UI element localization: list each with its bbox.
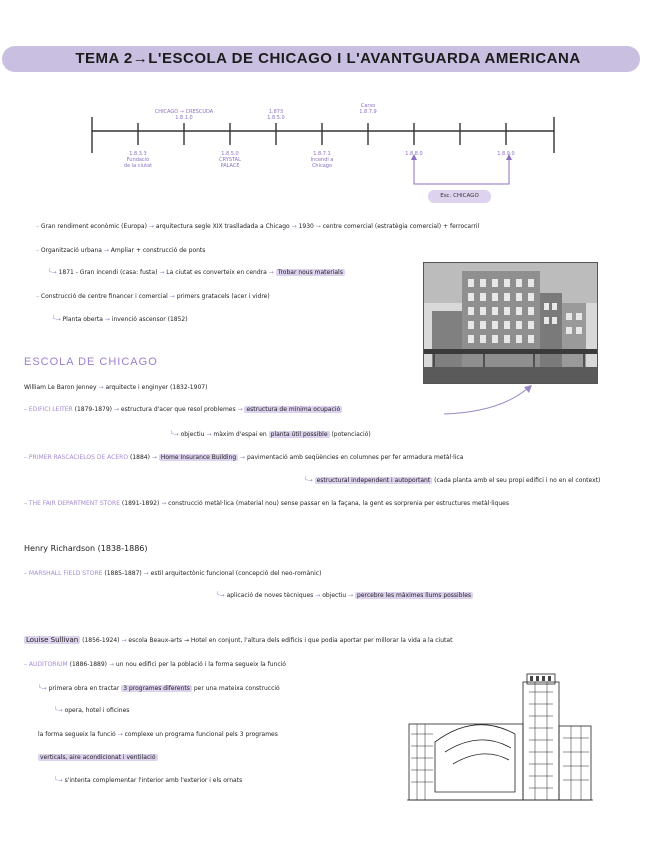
sullivan-auditorium-sub: └→ primera obra en tractar 3 programes diferents per una mateixa construcció [38,685,280,692]
auditorium-section-drawing [405,672,595,804]
page-title: TEMA 2→L'ESCOLA DE CHICAGO I L'AVANTGUARDA AMERICANA [75,50,581,67]
richardson-heading: Henry Richardson (1838-1886) [24,544,148,553]
jenney-home-insurance-sub: └→ estructural independent i autoportant (cada planta amb el seu propi edifici i no en el context) [304,477,601,484]
sullivan-auditorium: – AUDITORIUM (1886-1889) → un nou edifici per la població i la forma segueix la funció [24,661,286,668]
richardson-marshall: – MARSHALL FIELD STORE (1885-1887) → estil arquitectònic funcional (concepció del neo-romànic) [24,570,322,577]
timeline-label-above-1: CHICAGO → CRESCUDA 1.8.1.0 [154,109,214,121]
jenney-home-insurance: – PRIMER RASCACIELOS DE ACERO (1884) → Home Insurance Building → pavimentació amb seqüències en columnes per fer armadura metàl·lica [24,454,464,461]
intro-line-4: – Construcció de centre financer i comercial → primers gratacels (acer i vidre) [36,293,270,300]
timeline-label-below-2: 1.8.5.0 CRYSTAL PALACE [219,151,241,169]
building-photo [423,262,598,384]
curved-arrow-icon [440,384,540,420]
section-title-escola: ESCOLA DE CHICAGO [24,356,158,368]
intro-line-1: – Gran rendiment econòmic (Europa) → arquitectura segle XIX traslladada a Chicago → 1930 → centre comercial (estratègia comercial) + ferrocarril [36,223,480,230]
timeline [0,95,656,205]
jenney-leiter-sub: └→ objectiu → màxim d'espai en planta útil possible (potenciació) [170,431,371,438]
timeline-label-above-2: 1.873 1.8.5.0 [267,109,285,121]
chicago-period-label: Esc. CHICAGO [428,190,491,203]
timeline-label-below-1: 1.8.3.3 Fundació de la ciutat [123,151,153,169]
jenney-heading: William Le Baron Jenney → arquitecte i enginyer (1832-1907) [24,384,208,391]
sullivan-auditorium-uses: └→ opera, hotel i oficines [54,707,130,714]
jenney-leiter: – EDIFICI LEITER (1879-1879) → estructura d'acer que resol problemes → estructura de mínima ocupació [24,406,341,413]
sullivan-interior-exterior: └→ s'intenta complementar l'interior amb l'exterior i els ornats [54,777,243,784]
sullivan-form-function: la forma segueix la funció → complexe un programa funcional pels 3 programes [38,731,278,738]
timeline-label-below-4: 1.8.8.0 [405,151,423,157]
intro-line-2: – Organització urbana → Ampliar + construcció de ponts [36,247,206,254]
intro-line-3: └→ 1871 - Gran incendi (casa: fusta) → La ciutat es converteix en cendra → Trobar nous materials [48,269,343,276]
sullivan-heading: Louise Sullivan (1856-1924) → escola Beaux-arts → Hotel en conjunt, l'altura dels edificis i que podia aportar per millorar la vida a la ciutat [26,636,453,644]
timeline-label-below-3: 1.8.7.1 Incendi a Chicago [310,151,334,169]
timeline-label-below-5: 1.8.9.0 [497,151,515,157]
intro-line-5: └→ Planta oberta → invenció ascensor (1852) [52,316,188,323]
timeline-label-above-3: Carso 1.8.7.9 [359,103,377,115]
sullivan-services: verticals, aire acondicionat i ventilació [40,754,156,761]
richardson-marshall-sub: └→ aplicació de noves tècniques → objectiu → percebre les màximes llums possibles [216,592,472,599]
jenney-fair-store: – THE FAIR DEPARTMENT STORE (1891-1892) → construcció metàl·lica (material nou) sense passar en la façana, la gent es sorprenia per estructures metàl·liques [24,500,509,507]
